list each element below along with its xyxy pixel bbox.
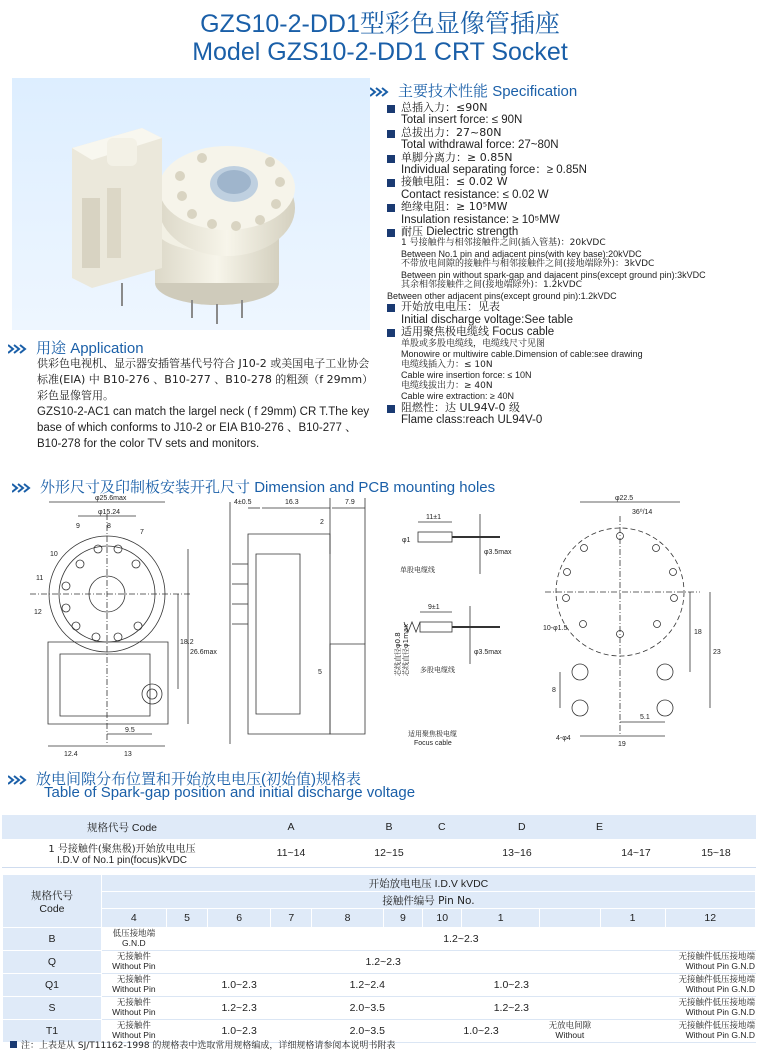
footnote: 注：上表是从 SJ/T11162-1998 的规格表中选取常用规格编成，详细规格请参阅本说明书附表 (10, 1038, 395, 1051)
table-row: T1 无接触件 Without Pin 1.0~2.3 2.0~3.5 1.0~2.3 无放电间隙 Without 无接触件低压接地端 Without Pin G.N.D (3, 1020, 756, 1043)
code-a: A (242, 815, 340, 839)
pin-7: 7 (140, 529, 144, 536)
idv-header: 开始放电电压 I.D.V kVDC (101, 875, 755, 892)
dim-225: φ22.5 (615, 495, 634, 502)
table-row: B 低压接地端 G.N.D 1.2~2.3 (3, 928, 756, 951)
dim-wire08: 芯线直径φ0.8 (394, 632, 402, 676)
chevron-icon (8, 774, 30, 786)
dim-35b: φ3.5max (474, 649, 502, 656)
dim-19: 19 (618, 741, 626, 748)
dim-163: 16.3 (285, 499, 299, 506)
dim-111: 11±1 (426, 514, 442, 521)
spec-focus-cable: 适用聚焦极电缆线 Focus cable 单股或多股电缆线，电缆线尺寸见图 Monowire or multiwire cable.Dimension of cable:see drawing 电缆线插入力：≤ 10N Cable wire insertion force: ≤ 10N 电缆线拔出力：≥ 40N Cable wire extraction: ≥ 40N (385, 326, 755, 401)
dim-124: 12.4 (64, 751, 78, 758)
label-multi-cable: 多股电缆线 (420, 666, 455, 674)
dim-phi1524: φ15.24 (98, 509, 121, 516)
chevron-icon (370, 86, 392, 98)
code-d: D (518, 815, 596, 839)
dim-91: 9±1 (428, 604, 440, 611)
dim-51: 5.1 (640, 714, 650, 721)
dim-phi1: φ1 (402, 537, 411, 544)
dim-35a: φ3.5max (484, 549, 512, 556)
idv-b: 12~15 (340, 839, 438, 868)
table-header: 放电间隙分布位置和开始放电电压(初始值)规格表 (8, 768, 361, 789)
table-row: S 无接触件 Without Pin 1.2~2.3 2.0~3.5 1.2~2.3 无接触件低压接地端 Without Pin G.N.D (3, 997, 756, 1020)
table-row: Q1 无接触件 Without Pin 1.0~2.3 1.2~2.4 1.0~2.3 无接触件低压接地端 Without Pin G.N.D (3, 974, 756, 997)
code-c: C (438, 815, 518, 839)
label-focus-cable-en: Focus cable (414, 740, 452, 747)
pin-1b: 1 (600, 909, 665, 928)
dim-phi256: φ25.6max (95, 495, 127, 502)
square-icon (10, 1041, 17, 1048)
spec-withdraw: 总拔出力：27~80N Total withdrawal force: 27~80N (385, 127, 755, 152)
application-text: 供彩色电视机、显示器安插管基代号符合 J10-2 或美国电子工业协会标准(EIA) 中 B10-276 、B10-277 、B10-278 的粗颈（f 29mm）彩色显像管用。 GZS10-2-AC1 can match the largel neck ( f 29mm) CR T.The key base of which conforms to J10-2 or EIA B10-276 、B10-277 、B10-278 for the color TV sets and monitors. (37, 357, 374, 450)
row-label-idv: 1 号接触件(聚焦极)开始放电电压 I.D.V of No.1 pin(focus)kVDC (2, 839, 242, 868)
dim-13: 13 (124, 751, 132, 758)
pin-12: 12 (34, 609, 42, 616)
chevron-icon (8, 343, 30, 355)
dim-23: 23 (713, 649, 721, 656)
spec-flame: 阻燃性：达 UL94V-0 级 Flame class:reach UL94V-0 (385, 402, 755, 427)
pin-header: 接触件编号 Pin No. (101, 892, 755, 909)
pin-8: 8 (312, 909, 383, 928)
dim-266: 26.6max (190, 649, 217, 656)
dim-10holes: 10-φ1.5 (543, 625, 568, 632)
code-b: B (340, 815, 438, 839)
idv-a: 11~14 (242, 839, 340, 868)
spec-contact-resistance: 接触电阻：≤ 0.02 W Contact resistance: ≤ 0.02 W (385, 176, 755, 201)
spec-list (385, 102, 755, 427)
title-en: Model GZS10-2-DD1 CRT Socket (192, 38, 568, 66)
pin-8: 8 (107, 523, 111, 530)
dim-18: 18 (694, 629, 702, 636)
dim-8: 8 (552, 687, 556, 694)
label-mono-cable: 单股电缆线 (400, 566, 435, 574)
idv-e: 14~17 (596, 839, 676, 868)
product-photo (12, 78, 370, 330)
spec-header: 主要技术性能 Specification (370, 80, 577, 101)
dim-5: 5 (318, 669, 322, 676)
pin-5: 5 (166, 909, 207, 928)
code-header: 规格代号 Code (3, 875, 102, 928)
pin-10: 10 (423, 909, 462, 928)
dim-4: 4±0.5 (234, 499, 252, 506)
pin-9: 9 (383, 909, 422, 928)
pin-1a: 1 (462, 909, 540, 928)
dim-182: 18.2 (180, 639, 194, 646)
dim-2: 2 (320, 519, 324, 526)
idv-cd: 13~16 (438, 839, 596, 868)
dimension-header: 外形尺寸及印制板安装开孔尺寸 Dimension and PCB mounting holes (12, 476, 495, 497)
pin-12: 12 (665, 909, 755, 928)
pin-4: 4 (101, 909, 166, 928)
table-row: Q 无接触件 Without Pin 1.2~2.3 无接触件低压接地端 Without Pin G.N.D (3, 951, 756, 974)
pin-7: 7 (271, 909, 312, 928)
pin-9: 9 (76, 523, 80, 530)
table-header-en: Table of Spark-gap position and initial discharge voltage (44, 784, 416, 801)
pin-11: 11 (36, 575, 44, 582)
pin-6: 6 (208, 909, 271, 928)
spec-dielectric: 耐压 Dielectric strength 1 号接触件与相邻接触件之间(插入管基)：20kVDC Between No.1 pin and adjacent pins(with key base):20kVDC 不带放电间隙的接触件与相邻接触件之间(接地端除外)：3kVDC Between pin without spark-gap and dajacent pins(except ground pin):3kVDC 其余相邻接触件之间(接地端除外)：1.2kVDC Between other adjacent pins(except ground pin):1.2kVDC (387, 225, 706, 301)
idv-f: 15~18 (676, 839, 756, 868)
application-header: 用途 Application (8, 337, 144, 358)
dim-79: 7.9 (345, 499, 355, 506)
spec-separating: 单脚分离力：≥ 0.85N Individual separating force：≥ 0.85N (385, 152, 755, 177)
label-focus-cable-cn: 适用聚焦极电缆 (408, 730, 457, 738)
dim-4holes: 4-φ4 (556, 735, 571, 742)
spec-insulation: 绝缘电阻：≥ 10⁵MW Insulation resistance: ≥ 10⁵MW (385, 201, 755, 226)
dim-angle: 36⁰/14 (632, 509, 653, 516)
spec-insert: 总插入力：≤90N Total insert force: ≤ 90N (385, 102, 755, 127)
pin-10: 10 (50, 551, 58, 558)
code-e: E (596, 815, 676, 839)
spec-initial-discharge: 开始放电电压：见表 Initial discharge voltage:See table (385, 301, 755, 326)
spark-gap-table-2 (2, 874, 756, 1043)
title-cn: GZS10-2-DD1型彩色显像管插座 (200, 10, 560, 38)
code-label: 规格代号 Code (2, 815, 242, 839)
chevron-icon (12, 482, 34, 494)
dimension-drawing (0, 494, 760, 762)
dim-95: 9.5 (125, 727, 135, 734)
dim-wire1: 芯线直径φ1max (402, 623, 410, 676)
spark-gap-table-1 (2, 815, 756, 868)
